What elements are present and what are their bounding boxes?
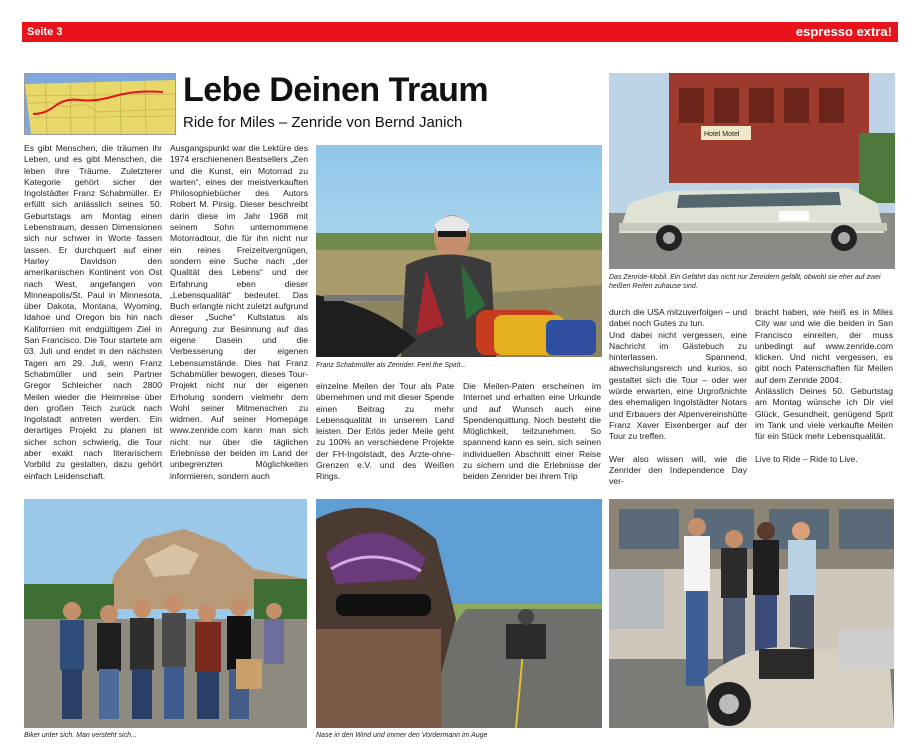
paragraph: Und dabei nicht vergessen, eine Nachricht im Gästebuch zu hinterlassen. Spannend, abwechslungsreich und kurios, so gestaltet sich die Tour – oder wer würde erwarten, eine Urgroßnichte des ehemaligen Ingolstädter Notars und Erbauers der Alpenvereinshütte Franz Xaver Eixenberger auf der Tour zu treffen. [609,329,747,442]
paragraph: Ausgangspunkt war die Lektüre des 1974 erschienenen Bestsellers „Zen und die Kunst, ein Motorrad zu warten“, eines der meistverkauften Philosophiebücher des Autors Robert M. Pirsig. Dieser beschreibt darin diese im Jahr 1968 mit seinem Sohn unternommene Motorradtour, die für ihn nicht nur ein reines Freizeitvergnügen, sondern eine Suche nach „der Qualität des Lebens“ und der Erfahrung eben dieser „Lebensqualität“ bedeutet. Das Buch erlangte nicht zuletzt aufgrund dieser „Suche“ Kultstatus als Anregung zur Besinnung auf das eigene Dasein und die Verbesserung der eigenen Lebensumstände. Dies hat Franz Schabmüller bewogen, dieses Tour-Projekt nicht nur der eigenen Erholung sondern vielmehr dem Wohl seiner Mitmenschen zu widmen. Auf seiner Homepage www.zenride.com kann man sich nicht nur über die täglichen Erlebnisse der beiden im Land der unbegrenzten Möglichkeiten informieren, sondern auch [170,143,308,481]
text-column-5 [609,307,747,487]
article-subheadline: Ride for Miles – Zenride von Bernd Janich [183,114,463,131]
caption-rider: Franz Schabmüller als Zenrider. Feel the Spirit... [316,362,467,369]
paragraph: Es gibt Menschen, die träumen ihr Leben, und es gibt Menschen, die leben ihre Träume. Zuletzterer Kategorie gehört sicher der Ingolstädter Franz Schabmüller. Er erfüllt sich anlässlich seines 50. Geburtstags am Montag einen Lebenstraum, dessen Dimensionen sich nur schwer in Worte fassen lassen. Er durchquert auf einer Harley Davidson den amerikanischen Kontinent von Ost nach West, angefangen von Minneapolis/St. Paul in Minnesota, über Dakota, Montana, Wyoming, Idahoe und Oregon bis hin nach Kalifornien mit endgültigem Ziel in San Francisco. Die Tour startete am 03. Juli und endet in den nächsten Tagen am 29. Juli, wenn Franz Schabmüller und sein Partner Gregor Schleicher nach 2800 Meilen wieder die Heimreise über den großen Teich zurück nach Ingolstadt antreten werden. Ein derartiges Projekt zu planen ist sicher schon schwierig, die Tour aber exakt nach literarischem Vorbild zu gestalten, dazu gehört einfach Leidenschaft. [24,143,162,481]
text-column-1 [24,143,162,482]
hotel-sign: Hotel Motel [704,131,740,138]
paragraph: durch die USA mitzuverfolgen – und dabei noch Gutes zu tun. [609,307,747,329]
men-with-motorcycle-photo [609,499,894,728]
caption-bandana: Nase in den Wind und immer den Vordermann im Auge [316,732,488,739]
paragraph: Wer also wissen will, wie die Zenrider den Independence Day ver- [609,453,747,487]
bandana-rider-photo [316,499,602,728]
text-column-4 [463,381,601,483]
page-number: Seite 3 [27,26,63,38]
paragraph: Live to Ride – Ride to Live. [755,453,858,464]
paragraph: Anlässlich Deines 50. Geburtstag am Montag wünsche ich Dir viel Glück, Gesundheit, genügend Sprit im Tank und viele verkaufte Meilen für ein Stück mehr Lebensqualität. [755,386,893,442]
biker-group-photo [24,499,307,728]
route-map-image [24,73,176,135]
text-column-6 [755,307,893,465]
paragraph: einzelne Meilen der Tour als Pate übernehmen und mit dieser Spende einen Beitrag zu mehr Lebensqualität in unserem Land leisten. Der Erlös jeder Meile geht zu 100% an verschiedene Projekte der FH-Ingolstadt, des Ärzte-ohne-Grenzen e.V. und des Weißen Rings. [316,381,454,482]
limousine-photo [609,73,895,269]
paragraph: bracht haben, wie heiß es in Miles City war und wie die beiden in San Francisco einreiten, der muss unbedingt auf www.zenride.com klicken. Und nicht vergessen, es gibt noch Patenschaften für Meilen auf dem Zenride 2004. [755,307,893,385]
section-title: espresso extra! [795,24,892,39]
text-column-2 [170,143,308,482]
caption-limousine: Das Zenride-Mobil. Ein Gefährt das nicht nur Zenridern gefällt, obwohl sie eher auf zwei heißen Reifen zuhause sind. [609,274,881,290]
header-bar [22,22,898,42]
article-headline: Lebe Deinen Traum [183,71,489,109]
caption-group: Biker unter sich. Man versteht sich... [24,732,137,739]
text-column-3 [316,381,454,483]
paragraph: Die Meilen-Paten erscheinen im Internet und erhalten eine Urkunde und auf Wunsch auch eine Spendenquittung. Noch besteht die Möglichkeit, teilzunehmen. So spannend kann es sein, sich seinen individuellen Abschnitt einer Reise zu sichern und die Erlebnisse der beiden Zenrider bei ihrem Trip [463,381,601,482]
rider-photo [316,145,602,357]
